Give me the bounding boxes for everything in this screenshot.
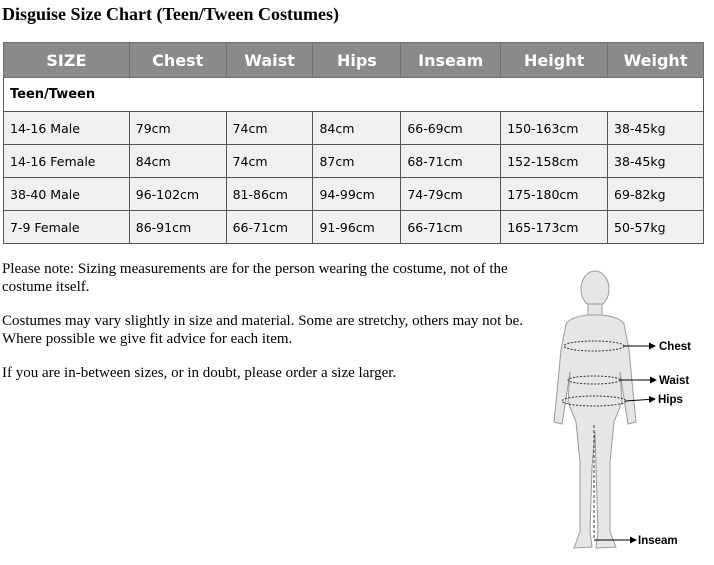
table-cell: 68-71cm bbox=[401, 145, 501, 178]
notes-section bbox=[2, 260, 530, 398]
label-inseam: Inseam bbox=[638, 535, 678, 547]
table-cell: 7-9 Female bbox=[4, 211, 130, 244]
table-cell: 96-102cm bbox=[129, 178, 226, 211]
header-waist: Waist bbox=[226, 43, 313, 78]
table-cell: 38-45kg bbox=[608, 145, 704, 178]
table-cell: 50-57kg bbox=[608, 211, 704, 244]
table-cell: 74cm bbox=[226, 112, 313, 145]
human-silhouette bbox=[554, 271, 636, 548]
table-cell: 81-86cm bbox=[226, 178, 313, 211]
table-cell: 14-16 Male bbox=[4, 112, 130, 145]
header-hips: Hips bbox=[313, 43, 401, 78]
table-cell: 38-45kg bbox=[608, 112, 704, 145]
table-cell: 86-91cm bbox=[129, 211, 226, 244]
table-cell: 69-82kg bbox=[608, 178, 704, 211]
table-cell: 91-96cm bbox=[313, 211, 401, 244]
table-cell: 175-180cm bbox=[501, 178, 608, 211]
table-cell: 165-173cm bbox=[501, 211, 608, 244]
table-cell: 66-71cm bbox=[226, 211, 313, 244]
page-title: Disguise Size Chart (Teen/Tween Costumes) bbox=[2, 4, 339, 24]
group-label: Teen/Tween bbox=[4, 78, 704, 112]
table-cell: 66-71cm bbox=[401, 211, 501, 244]
table-cell: 84cm bbox=[313, 112, 401, 145]
table-cell: 94-99cm bbox=[313, 178, 401, 211]
note-paragraph: If you are in-between sizes, or in doubt, please order a size larger. bbox=[2, 365, 397, 381]
label-waist: Waist bbox=[659, 375, 690, 387]
note-paragraph: Costumes may vary slightly in size and material. Some are stretchy, others may not be. Where possible we give fit advice for each item. bbox=[2, 313, 523, 347]
table-cell: 150-163cm bbox=[501, 112, 608, 145]
header-chest: Chest bbox=[129, 43, 226, 78]
label-chest: Chest bbox=[659, 341, 691, 353]
table-cell: 74cm bbox=[226, 145, 313, 178]
table-cell: 14-16 Female bbox=[4, 145, 130, 178]
table-row bbox=[4, 211, 704, 244]
table-cell: 79cm bbox=[129, 112, 226, 145]
table-row bbox=[4, 178, 704, 211]
table-cell: 74-79cm bbox=[401, 178, 501, 211]
table-cell: 84cm bbox=[129, 145, 226, 178]
size-chart-table bbox=[3, 42, 704, 244]
table-row bbox=[4, 112, 704, 145]
table-cell: 38-40 Male bbox=[4, 178, 130, 211]
table-cell: 152-158cm bbox=[501, 145, 608, 178]
body-measurement-figure bbox=[530, 262, 710, 557]
table-cell: 66-69cm bbox=[401, 112, 501, 145]
header-weight: Weight bbox=[608, 43, 704, 78]
note-paragraph: Please note: Sizing measurements are for the person wearing the costume, not of the costume itself. bbox=[2, 261, 508, 295]
group-row bbox=[4, 78, 704, 112]
header-inseam: Inseam bbox=[401, 43, 501, 78]
table-cell: 87cm bbox=[313, 145, 401, 178]
table-header-row bbox=[4, 43, 704, 78]
label-hips: Hips bbox=[658, 394, 683, 406]
header-size: SIZE bbox=[4, 43, 130, 78]
table-row bbox=[4, 145, 704, 178]
header-height: Height bbox=[501, 43, 608, 78]
